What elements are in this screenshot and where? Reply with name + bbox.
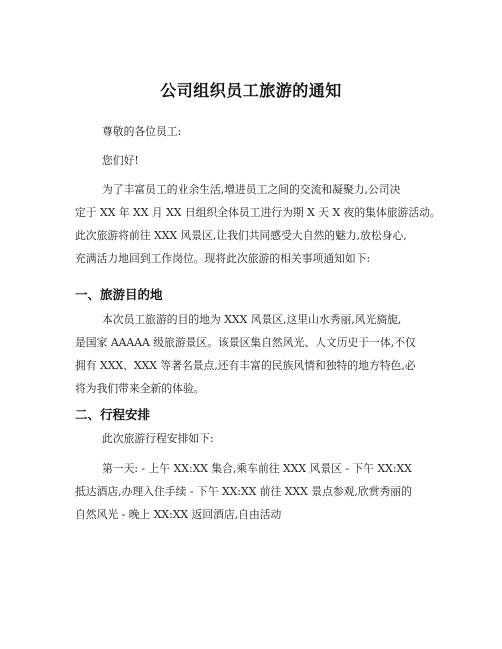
section1-line: 是国家 AAAAA 级旅游景区。该景区集自然风光、人文历史于一体,不仅 <box>75 336 416 349</box>
section2-intro: 此次旅游行程安排如下: <box>102 432 214 445</box>
intro-line: 充满活力地回到工作岗位。现将此次旅游的相关事项通知如下: <box>75 252 371 265</box>
section1-line: 将为我们带来全新的体验。 <box>75 382 205 395</box>
section2-line: 第一天: - 上午 XX:XX 集合,乘车前往 XXX 风景区 - 下午 XX:XX <box>102 462 412 475</box>
page-title: 公司组织员工旅游的通知 <box>160 81 342 100</box>
section-heading-itinerary: 二、行程安排 <box>75 407 151 422</box>
greeting: 尊敬的各位员工: <box>102 125 182 138</box>
section2-line: 抵达酒店,办理入住手续 - 下午 XX:XX 前往 XXX 景点参观,欣赏秀丽的 <box>75 485 412 498</box>
salutation: 您们好! <box>102 154 139 167</box>
intro-line: 此次旅游将前往 XXX 风景区,让我们共同感受大自然的魅力,放松身心, <box>75 229 407 242</box>
intro-line: 定于 XX 年 XX 月 XX 日组织全体员工进行为期 X 天 X 夜的集体旅游活动。 <box>75 206 441 219</box>
section2-line: 自然风光 - 晚上 XX:XX 返回酒店,自由活动 <box>75 508 282 521</box>
section1-line: 拥有 XXX、XXX 等著名景点,还有丰富的民族风情和独特的地方特色,必 <box>75 359 416 372</box>
intro-line: 为了丰富员工的业余生活,增进员工之间的交流和凝聚力,公司决 <box>102 183 401 196</box>
section1-line: 本次员工旅游的目的地为 XXX 风景区,这里山水秀丽,风光旖旎, <box>102 313 402 326</box>
section-heading-destination: 一、旅游目的地 <box>75 287 163 302</box>
